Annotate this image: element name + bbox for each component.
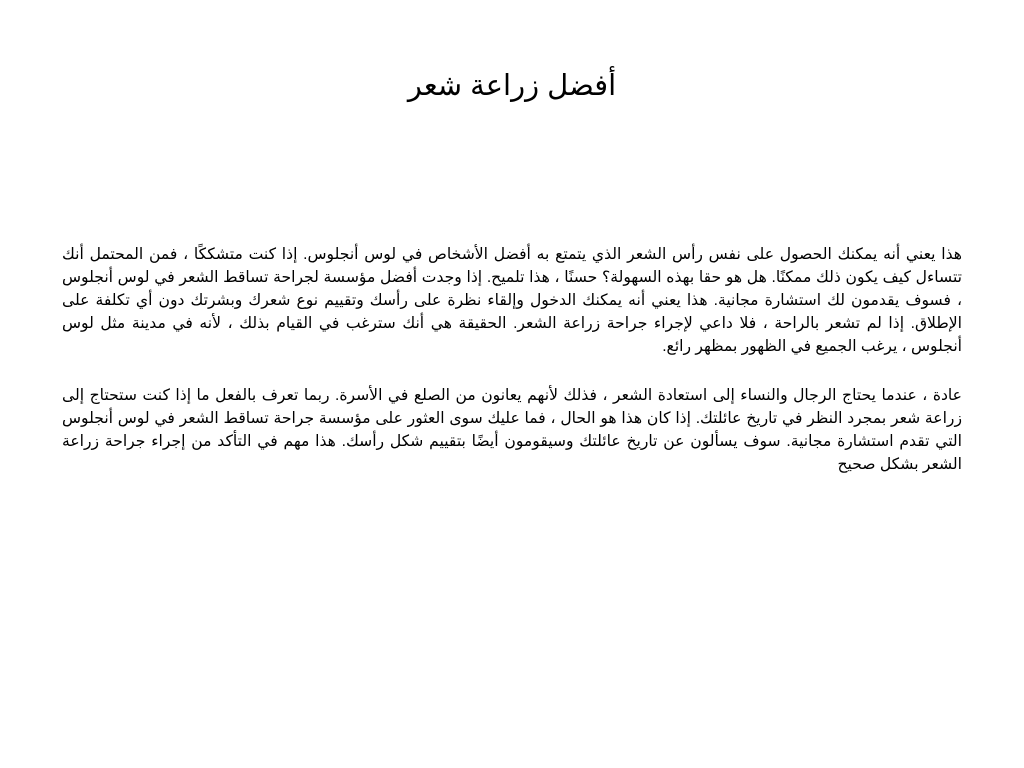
slide-title: أفضل زراعة شعر: [407, 70, 617, 102]
slide-body: [62, 243, 962, 502]
body-paragraph-1: هذا يعني أنه يمكنك الحصول على نفس رأس الشعر الذي يتمتع به أفضل الأشخاص في لوس أنجلوس. إذا كنت متشككًا ، فمن المحتمل أنك تتساءل كيف يكون ذلك ممكنًا. هل هو حقا بهذه السهولة؟ حسنًا ، هذا تلميح. إذا وجدت أفضل مؤسسة لجراحة تساقط الشعر في لوس أنجلوس ، فسوف يقدمون لك استشارة مجانية. هذا يعني أنه يمكنك الدخول وإلقاء نظرة على رأسك وتقييم نوع شعرك وبشرتك دون أي تكلفة على الإطلاق. إذا لم تشعر بالراحة ، فلا داعي لإجراء جراحة زراعة الشعر. الحقيقة هي أنك سترغب في القيام بذلك ، لأنه في مدينة مثل لوس أنجلوس ، يرغب الجميع في الظهور بمظهر رائع.: [62, 246, 962, 355]
body-paragraph-2: عادة ، عندما يحتاج الرجال والنساء إلى استعادة الشعر ، فذلك لأنهم يعانون من الصلع في الأسرة. ربما تعرف بالفعل ما إذا كنت ستحتاج إلى زراعة شعر بمجرد النظر في تاريخ عائلتك. إذا كان هذا هو الحال ، فما عليك سوى العثور على مؤسسة جراحة تساقط الشعر في لوس أنجلوس التي تقدم استشارة مجانية. سوف يسألون عن تاريخ عائلتك وسيقومون أيضًا بتقييم شكل رأسك. هذا مهم في التأكد من إجراء جراحة زراعة الشعر بشكل صحيح: [62, 387, 962, 473]
